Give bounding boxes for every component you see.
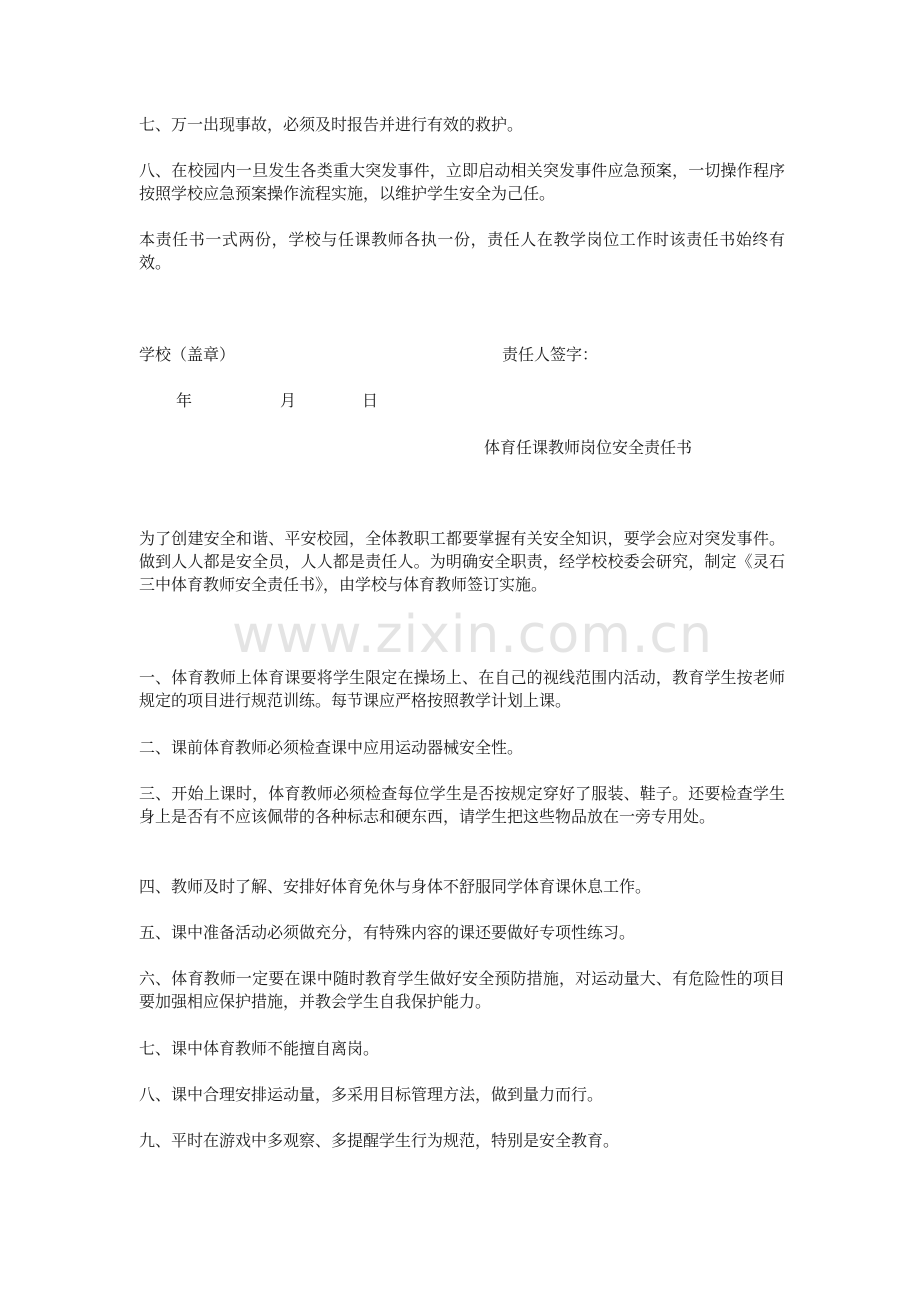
list-item-5: 五、课中准备活动必须做充分，有特殊内容的课还要做好专项性练习。 <box>139 923 636 942</box>
list-item-4: 四、教师及时了解、安排好体育免休与身体不舒服同学体育课休息工作。 <box>139 877 652 896</box>
paragraph-intro: 为了创建安全和谐、平安校园，全体教职工都要掌握有关安全知识，要学会应对突发事件。做到人人都是安全员，人人都是责任人。为明确安全职责，经学校校委会研究，制定《灵石三中体育教师安全责任书》，由学校与体育教师签订实施。 <box>139 529 785 594</box>
paragraph-copies-validity: 本责任书一式两份，学校与任课教师各执一份，责任人在教学岗位工作时该责任书始终有效。 <box>139 230 785 272</box>
school-seal-label: 学校（盖章） <box>139 345 236 364</box>
date-month-label: 月 <box>280 391 297 410</box>
list-item-3: 三、开始上课时，体育教师必须检查每位学生是否按规定穿好了服装、鞋子。还要检查学生身上是否有不应该佩带的各种标志和硬东西，请学生把这些物品放在一旁专用处。 <box>139 784 785 826</box>
list-item-2: 二、课前体育教师必须检查课中应用运动器械安全性。 <box>139 738 524 757</box>
paragraph-emergency-plan: 八、在校园内一旦发生各类重大突发事件，立即启动相关突发事件应急预案，一切操作程序按照学校应急预案操作流程实施，以维护学生安全为己任。 <box>139 161 785 203</box>
list-item-1: 一、体育教师上体育课要将学生限定在操场上、在自己的视线范围内活动，教育学生按老师规定的项目进行规范训练。每节课应严格按照教学计划上课。 <box>139 668 785 710</box>
date-day-label: 日 <box>362 391 379 410</box>
responsible-person-signature-label: 责任人签字： <box>502 345 599 364</box>
date-year-label: 年 <box>176 391 193 410</box>
document-title: 体育任课教师岗位安全责任书 <box>484 438 693 457</box>
list-item-6: 六、体育教师一定要在课中随时教育学生做好安全预防措施，对运动量大、有危险性的项目要加强相应保护措施，并教会学生自我保护能力。 <box>139 969 785 1011</box>
paragraph-accident-report: 七、万一出现事故，必须及时报告并进行有效的救护。 <box>139 115 524 134</box>
watermark-text: www.zixin.com.cn <box>232 605 713 665</box>
list-item-8: 八、课中合理安排运动量，多采用目标管理方法，做到量力而行。 <box>139 1085 604 1104</box>
list-item-7: 七、课中体育教师不能擅自离岗。 <box>139 1039 380 1058</box>
signature-row <box>139 343 785 366</box>
list-item-9: 九、平时在游戏中多观察、多提醒学生行为规范，特别是安全教育。 <box>139 1131 620 1150</box>
